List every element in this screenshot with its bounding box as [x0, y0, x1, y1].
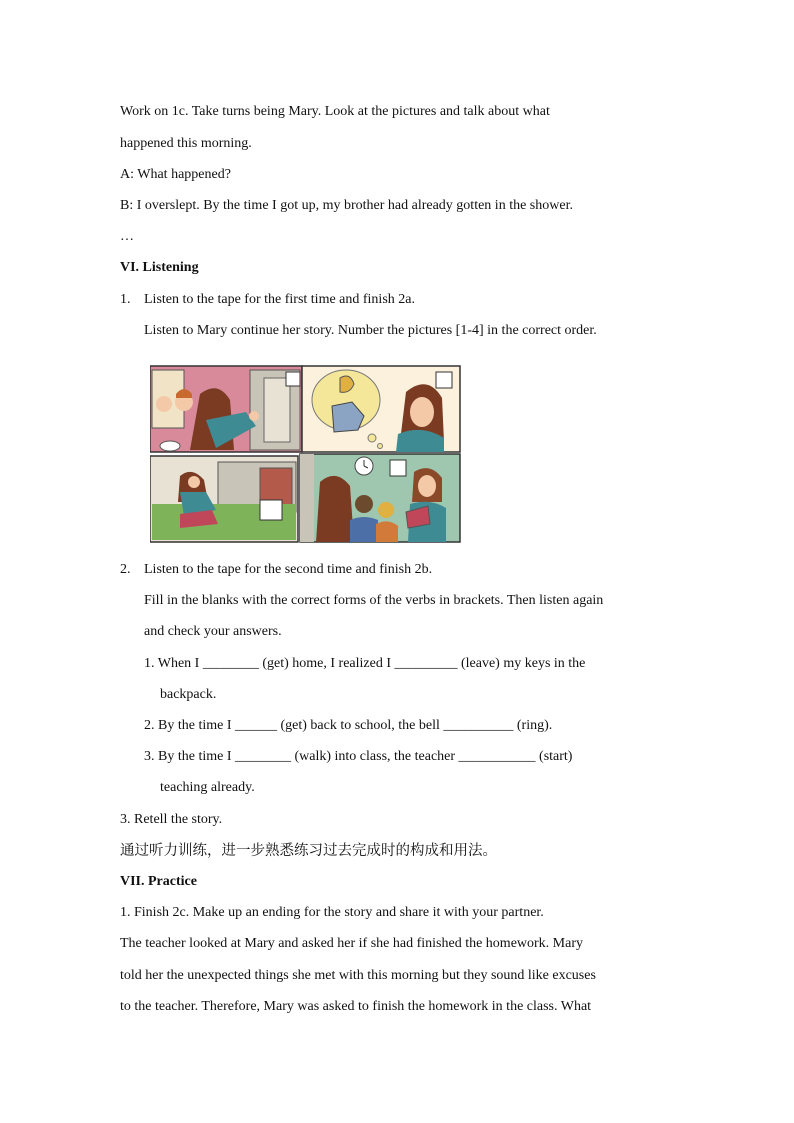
item-number: 1.	[120, 292, 131, 307]
blank-1-line-2: backpack.	[160, 687, 217, 702]
practice-para-line-3: to the teacher. Therefore, Mary was asked to finish the homework in the class. What	[120, 999, 592, 1014]
panel-bottom-left	[150, 456, 298, 542]
listening-item-2	[120, 560, 432, 580]
practice-para-line-2: told her the unexpected things she met with this morning but they sound like excuses	[120, 968, 596, 983]
story-pictures	[150, 364, 462, 544]
dialog-ellipsis: …	[120, 229, 134, 244]
practice-heading: VII. Practice	[120, 874, 197, 889]
practice-para-line-1: The teacher looked at Mary and asked her if she had finished the homework. Mary	[120, 936, 584, 951]
blank-2-line-1: 2. By the time I ______ (get) back to school, the bell __________ (ring).	[144, 718, 553, 733]
dialog-b: B: I overslept. By the time I got up, my brother had already gotten in the shower.	[120, 198, 573, 213]
number-box-4	[390, 460, 406, 476]
listening-item-1-instruction: Listen to Mary continue her story. Number the pictures [1-4] in the correct order.	[144, 323, 597, 338]
number-box-3	[260, 500, 282, 520]
listening-item-3: 3. Retell the story.	[120, 812, 223, 827]
item-2-instruction-1: Fill in the blanks with the correct forms of the verbs in brackets. Then listen again	[144, 593, 604, 608]
intro-line-2: happened this morning.	[120, 136, 252, 151]
panel-top-left	[150, 366, 302, 452]
number-box-2	[436, 372, 452, 388]
dialog-a: A: What happened?	[120, 167, 231, 182]
panel-bottom-right	[300, 454, 460, 542]
listening-heading: VI. Listening	[120, 260, 199, 275]
blank-3-line-1: 3. By the time I ________ (walk) into class, the teacher ___________ (start)	[144, 749, 573, 764]
listening-item-1	[120, 290, 415, 310]
story-illustration	[150, 364, 462, 544]
practice-item-1: 1. Finish 2c. Make up an ending for the story and share it with your partner.	[120, 905, 544, 920]
intro-line-1: Work on 1c. Take turns being Mary. Look at the pictures and talk about what	[120, 104, 550, 119]
blank-3-line-2: teaching already.	[160, 780, 255, 795]
item-number: 2.	[120, 562, 131, 577]
listening-note: 通过听力训练，进一步熟悉练习过去完成时的构成和用法。	[120, 843, 497, 859]
item-text: Listen to the tape for the first time and finish 2a.	[144, 292, 415, 307]
item-2-instruction-2: and check your answers.	[144, 624, 282, 639]
item-text: Listen to the tape for the second time and finish 2b.	[144, 562, 433, 577]
number-box-1	[286, 372, 300, 386]
panel-top-right	[302, 366, 460, 452]
blank-1-line-1: 1. When I ________ (get) home, I realized I _________ (leave) my keys in the	[144, 656, 586, 671]
